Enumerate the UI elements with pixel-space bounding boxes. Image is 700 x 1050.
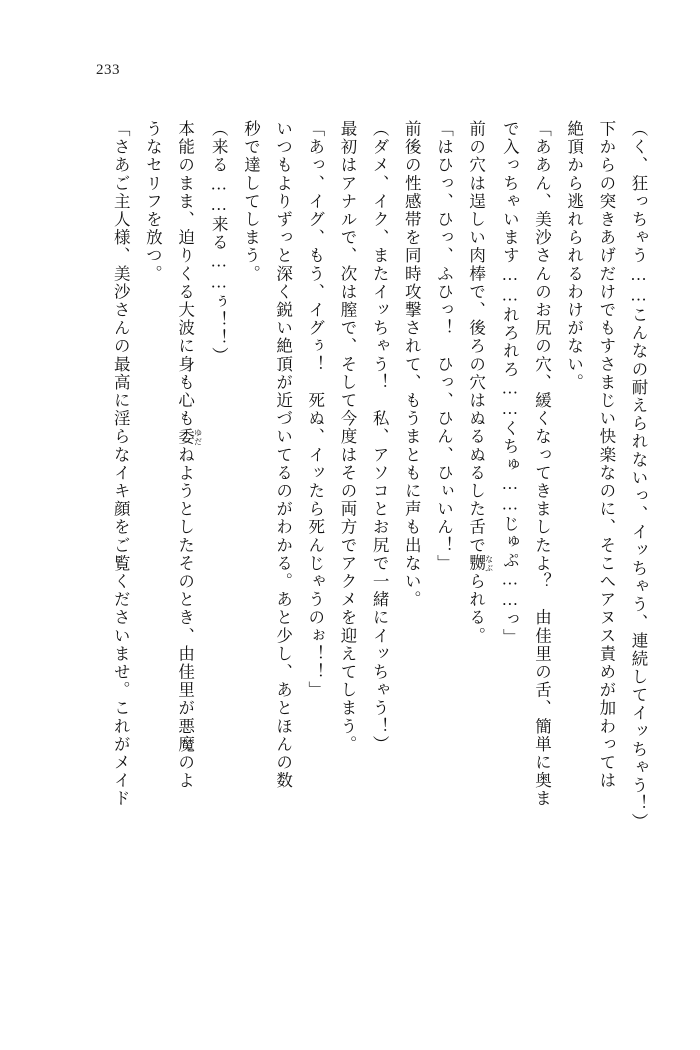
- paragraph: 秒で達してしまう。: [241, 120, 261, 283]
- paragraph: 「ああん、美沙さんのお尻の穴、緩くなってきましたよ？ 由佳里の舌、簡単に奥ま: [532, 120, 552, 808]
- paragraph: 下からの突きあげだけでもすさまじい快楽なのに、そこへアヌス責めが加わっては: [596, 120, 616, 790]
- paragraph: うなセリフを放つ。: [143, 120, 163, 283]
- paragraph: （く、狂っちゃう……こんなの耐えられないっ、イッちゃう、連続してイッちゃう！）: [629, 120, 648, 831]
- paragraph: 最初はアナルで、次は膣で、そして今度はその両方でアクメを迎えてしまう。: [337, 120, 357, 754]
- paragraph: いつもよりずっと深く鋭い絶頂が近づいてるのがわかる。あと少し、あとほんの数: [273, 120, 293, 790]
- paragraph: 本能のまま、迫りくる大波に身も心も委 ゆだねようとしたそのとき、由佳里が悪魔のよ: [175, 120, 203, 790]
- page-number: 233: [96, 62, 120, 78]
- vertical-text-body: [54, 120, 654, 1000]
- paragraph: 前後の性感帯を同時攻撃されて、もうまともに声も出ない。: [402, 120, 422, 609]
- ruby-annotation: 委 ゆだ: [175, 427, 203, 446]
- paragraph: 「さあご主人様、美沙さんの最高に淫らなイキ顔をご覧くださいませ。これがメイド: [111, 120, 131, 808]
- paragraph: 「あっ、イグ、もう、イグぅ！ 死ぬ、イッたら死んじゃうのぉ！！」: [305, 120, 325, 700]
- paragraph: で入っちゃいます……れろれろ……くちゅ……じゅぷ……っ」: [500, 120, 520, 647]
- paragraph: （ダメ、イク、またイッちゃう！ 私、アソコとお尻で一緒にイッちゃう！）: [370, 120, 390, 754]
- paragraph: 「はひっ、ひっ、ふひっ！ ひっ、ひん、ひぃいん！」: [434, 120, 454, 573]
- paragraph: 絶頂から逃れられるわけがない。: [564, 120, 584, 392]
- ruby-annotation: 嬲 なぶ: [466, 554, 494, 573]
- paragraph: （来る……来る……ぅ！！）: [209, 120, 229, 366]
- paragraph: 前の穴は逞しい肉棒で、後ろの穴はぬるぬるした舌で嬲 なぶられる。: [466, 120, 494, 645]
